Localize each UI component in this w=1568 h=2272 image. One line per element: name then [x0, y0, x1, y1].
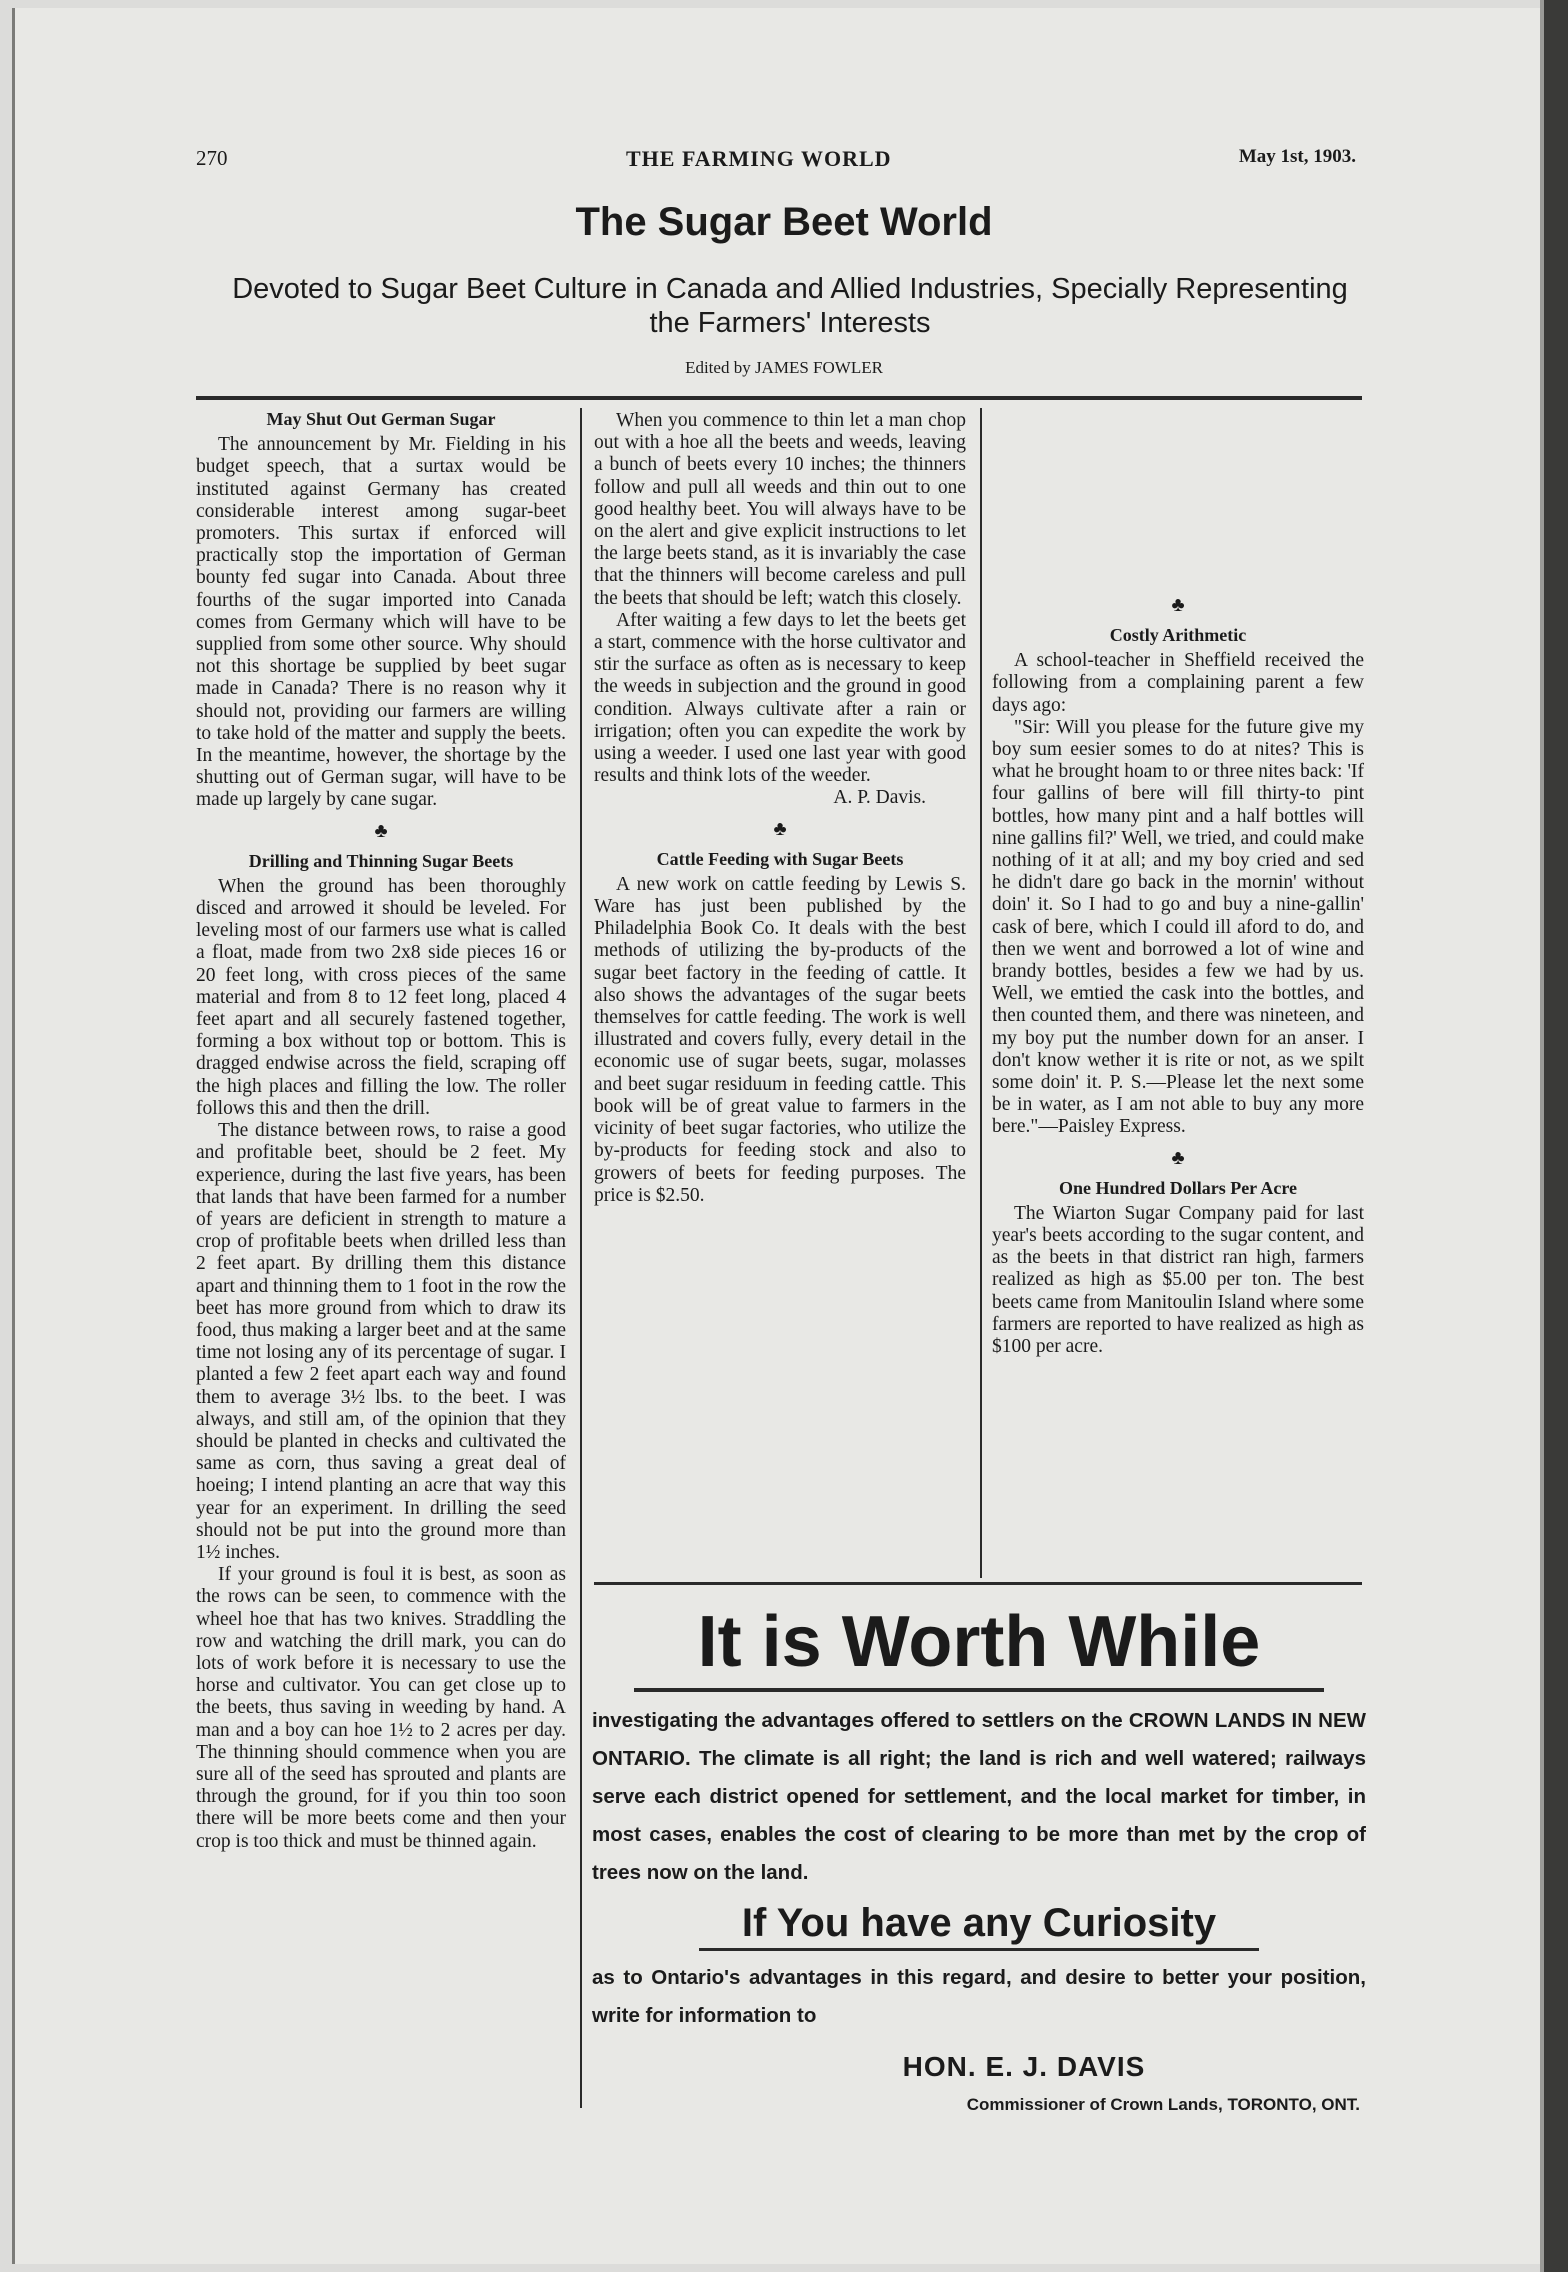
article-paragraph: After waiting a few days to let the beets get a start, commence with the horse cultivator and stir the surface as often as is necessary to keep the weeds in subjection and the ground in good condition. Always cultivate after a rain or irrigation; often you can expedite the work by using a weeder. I used one last year with good results and think lots of the weeder. — [594, 609, 966, 787]
column-divider — [980, 408, 982, 1578]
article-paragraph: If your ground is foul it is best, as soon as the rows can be seen, to commence with the wheel hoe that has two knives. Straddling the row and watching the drill mark, you can do lots of work before it is necessary to use the horse and cultivator. You can get close up to the beets, thus saving in weeding by hand. A man and a boy can hoe 1½ to 2 acres per day. The thinning should commence when you are sure all of the seed has sprouted and plants are through the ground, for if you thin too soon there will be more beets come and then your crop is too thick and must be thinned again. — [196, 1564, 566, 1852]
header-rule — [196, 396, 1362, 400]
advert-body-2: as to Ontario's advantages in this regard, and desire to better your position, write for information to — [592, 1966, 1366, 2027]
advert-headline: It is Worth While — [697, 1602, 1261, 1682]
article-paragraph: The distance between rows, to raise a good and profitable beet, should be 2 feet. My experience, during the last five years, has been that lands that have been farmed for a number of years are deficient in strength to mature a crop of profitable beets when drilled less than 2 feet apart. By drilling them this distance apart and thinning them to 1 foot in the row the beet has more ground from which to draw its food, thus making a larger beet and at the same time not losing any of its percentage of sugar. I planted a few 2 feet apart each way and found them to average 3½ lbs. to the beet. I was always, and still am, of the opinion that they should be planted in checks and cultivated the same as corn, thus saving a great deal of hoeing; I intend planting an acre that way this year for an experiment. In drilling the seed should not be put into the ground more than 1½ inches. — [196, 1120, 566, 1563]
article-paragraph: The announcement by Mr. Fielding in his budget speech, that a surtax would be instituted against Germany has created considerable interest among sugar-beet promoters. This surtax if enforced will practically stop the importation of German bounty fed sugar into Canada. About three fourths of the sugar imported into Canada comes from Germany which will have to be supplied from some other source. Why should not this shortage be supplied by beet sugar made in Canada? There is no reason why it should not, providing our farmers are willing to take hold of the matter and supply the beets. In the meantime, however, the shortage by the shutting out of German sugar, will have to be made up largely by cane sugar. — [196, 434, 566, 811]
article-heading-drilling: Drilling and Thinning Sugar Beets — [248, 850, 514, 871]
article-heading-hundred: One Hundred Dollars Per Acre — [1059, 1177, 1297, 1198]
article-paragraph: "Sir: Will you please for the future give my boy sum eesier somes to do at nites? This is what he brought hoam to or three nites back: 'If four gallins of bere will fill thirty-to pint bottles, how many pint and a half bottles will nine gallins fil?' Well, we tried, and could make nothing of it at all; and my boy cried and sed he didn't dare go back in the mornin' without doin' it. So I had to go and buy a nine-gallin' cask of bere, which I could ill aford to do, and then we went and borrowed a lot of wine and brandy bottles, besides a few we had by us. Well, we emtied the cask into the bottles, and then counted them, and there was nineteen, and my boy put the number down for an anser. I don't know wether it is rite or not, as we spilt some doin' it. P. S.—Please let the next some be in water, as I am not able to buy any more bere."—Paisley Express. — [992, 716, 1364, 1138]
issue-date: May 1st, 1903. — [1238, 146, 1356, 167]
advert-top-rule — [594, 1582, 1362, 1585]
advert-contact-name: HON. E. J. DAVIS — [902, 2051, 1146, 2082]
advertisement — [592, 1590, 1366, 2115]
scan-border — [1544, 0, 1568, 2272]
page-number: 270 — [196, 146, 228, 170]
ornament-icon: ♣ — [1171, 594, 1185, 616]
column-1 — [196, 408, 566, 1852]
ornament-icon: ♣ — [773, 817, 787, 840]
article-paragraph: A school-teacher in Sheffield received the following from a complaining parent a few days ago: — [992, 650, 1364, 716]
article-signature: A. P. Davis. — [833, 787, 926, 809]
column-divider — [580, 408, 582, 2108]
section-subtitle: Devoted to Sugar Beet Culture in Canada and Allied Industries, Specially Representing the Farmers' Interests — [232, 273, 1348, 339]
section-editor: Edited by JAMES FOWLER — [685, 358, 883, 377]
article-paragraph: When you commence to thin let a man chop out with a hoe all the beets and weeds, leaving a bunch of beets every 10 inches; the thinners follow and pull all weeds and thin out to one good healthy beet. You will always have to be on the alert and give explicit instructions to let the large beets stand, as it is invariably the case that the thinners will become careless and pull the beets that should be left; watch this closely. — [594, 410, 966, 609]
advert-body: investigating the advantages offered to settlers on the CROWN LANDS IN NEW ONTARIO. The climate is all right; the land is rich and well watered; railways serve each district opened for settlement, and the local market for timber, in most cases, enables the cost of clearing to be more than met by the crop of trees now on the land. — [592, 1709, 1366, 1884]
column-2 — [594, 410, 966, 1206]
advert-subheadline-rule — [699, 1948, 1259, 1951]
article-heading-german-sugar: May Shut Out German Sugar — [266, 409, 496, 429]
magazine-name: THE FARMING WORLD — [626, 146, 892, 171]
running-header — [196, 146, 1356, 180]
ornament-icon: ♣ — [1171, 1146, 1185, 1169]
advert-headline-rule — [634, 1688, 1324, 1692]
article-heading-cattle: Cattle Feeding with Sugar Beets — [656, 848, 904, 869]
column-3 — [992, 412, 1364, 1358]
article-paragraph: A new work on cattle feeding by Lewis S. Ware has just been published by the Philadelphia Book Co. It deals with the best methods of utilizing the by-products of the sugar beet factory in the feeding of cattle. It also shows the advantages of the sugar beets themselves for cattle feeding. The work is well illustrated and covers fully, every detail in the economic use of sugar beets, sugar, molasses and beet sugar residuum in feeding cattle. This book will be of great value to farmers in the vicinity of beet sugar factories, who utilize the by-products for feeding stock and also to growers of beets for feeding purposes. The price is $2.50. — [594, 873, 966, 1206]
advert-subheadline: If You have any Curiosity — [741, 1901, 1217, 1945]
section-title: The Sugar Beet World — [575, 200, 993, 244]
ornament-icon: ♣ — [374, 819, 388, 842]
article-paragraph: When the ground has been thoroughly disced and arrowed it should be leveled. For leveling most of our farmers use what is called a float, made from two 2x8 side pieces 16 or 20 feet long, with cross pieces of the same material and from 8 to 12 feet long, placed 4 feet apart and all securely fastened together, forming a box without top or bottom. This is dragged endwise across the field, scraping off the high places and filling the low. The roller follows this and then the drill. — [196, 875, 566, 1119]
article-paragraph: The Wiarton Sugar Company paid for last year's beets according to the sugar content, and as the beets in that district ran high, farmers realized as high as $5.00 per ton. The best beets came from Manitoulin Island where some farmers are reported to have realized as high as $100 per acre. — [992, 1202, 1364, 1358]
advert-contact-role: Commissioner of Crown Lands, TORONTO, ONT. — [966, 2095, 1360, 2114]
article-heading-arithmetic: Costly Arithmetic — [1109, 625, 1247, 645]
